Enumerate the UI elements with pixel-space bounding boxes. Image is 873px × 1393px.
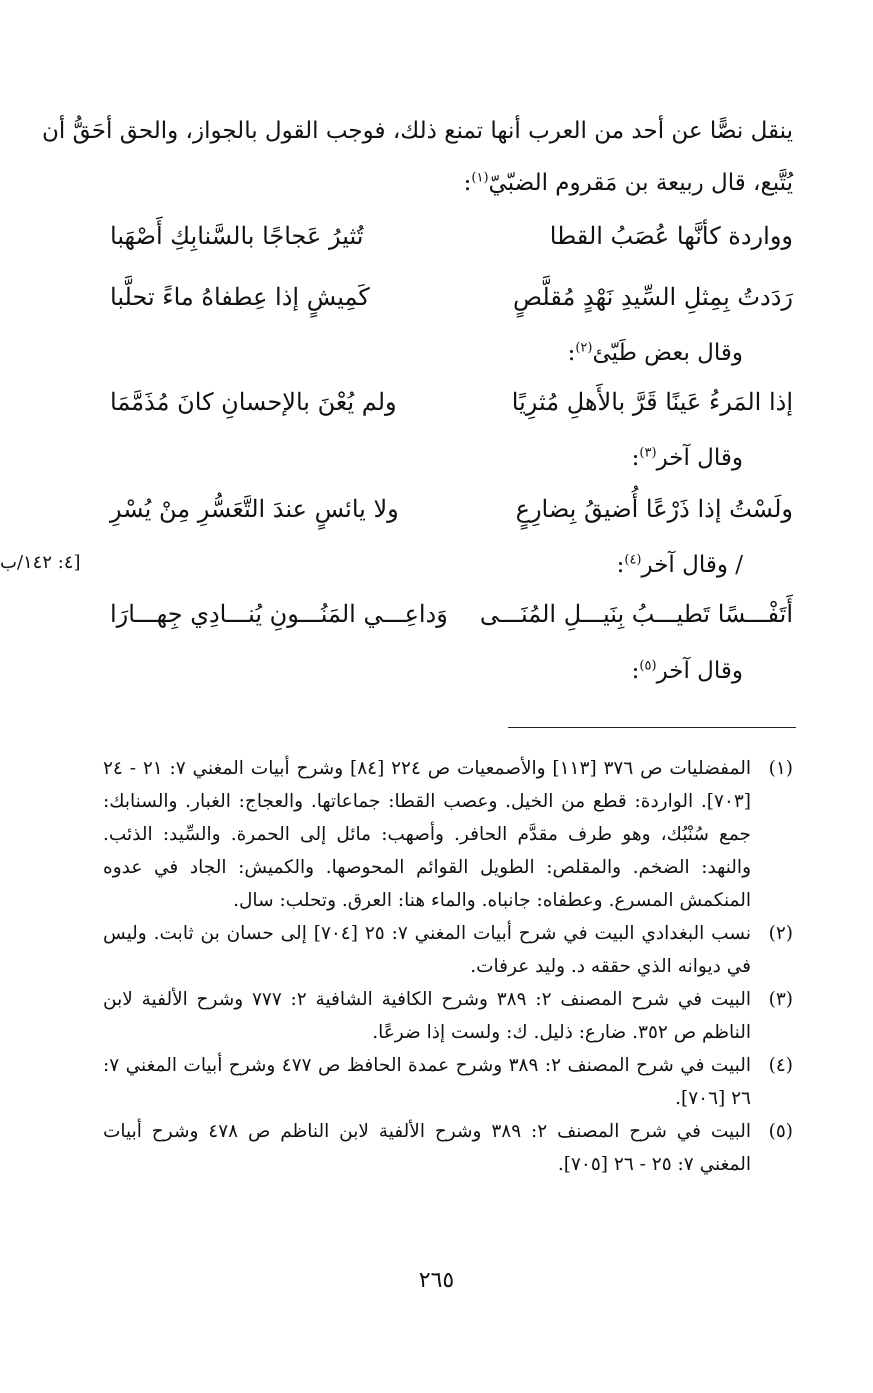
prose-line-2-text: يُتَّبع، قال ربيعة بن مَقروم الضبّيّ: [488, 170, 793, 196]
footnote-text: نسب البغدادي البيت في شرح أبيات المغني ٧: ٢٥ [٧٠٤] إلى حسان بن ثابت. وليس في ديوانه الذي حققه د. وليد عرفات.: [103, 923, 751, 977]
footnote-separator: [508, 727, 796, 728]
verse-2-first-hemistich: رَدَدتُ بِمِثلِ السِّيدِ نَهْدٍ مُقلَّصٍ: [513, 283, 793, 311]
verse-3-second-hemistich: ولم يُعْنَ بالإحسانِ كانَ مُذَمَّمَا: [110, 388, 397, 416]
footnote-number: (٤): [768, 1055, 793, 1076]
footnote-number: (٥): [768, 1121, 793, 1142]
footnote-5: [103, 1115, 793, 1181]
intro-3-colon: :: [616, 552, 625, 578]
intro-1-text: وقال بعض طَيّئ: [592, 340, 743, 366]
footnote-4: [103, 1049, 793, 1115]
verse-1: [110, 222, 793, 258]
intro-4-colon: :: [631, 658, 640, 684]
footnote-text: البيت في شرح المصنف ٢: ٣٨٩ وشرح عمدة الحافظ ص ٤٧٧ وشرح أبيات المغني ٧: ٢٦ [٧٠٦].: [103, 1055, 751, 1109]
intro-line-4: [632, 658, 743, 684]
verse-5-second-hemistich: وَداعِـــي المَنُـــونِ يُنـــادِي جِهـــارَا: [110, 600, 448, 628]
verse-2: [110, 283, 793, 319]
footnote-number: (٢): [768, 923, 793, 944]
verse-1-first-hemistich: وواردة كأنَّها عُصَبُ القطا: [549, 222, 793, 250]
page-number: ٢٦٥: [418, 1268, 455, 1293]
footnote-text: المفضليات ص ٣٧٦ [١١٣] والأصمعيات ص ٢٢٤ [٨٤] وشرح أبيات المغني ٧: ٢١ - ٢٤ [٧٠٣]. الواردة: قطع من الخيل. وعصب القطا: جماعاتها. والعجاج: الغبار. والسنابك: جمع سُنْبُك، وهو طرف مقدَّم الحافر. وأصهب: مائل إلى الحمرة. والسِّيد: الذئب. والنهد: الضخم. والمقلص: الطويل القوائم المحوصها. والكميش: الجاد في عدوه المنكمش المسرع. وعطفاه: جانباه. والماء هنا: العرق. وتحلب: سال.: [103, 758, 751, 911]
verse-5-first-hemistich: أَتَفْـــسًا تَطيـــبُ بِنَيـــلِ المُنَـــى: [479, 600, 793, 628]
footnotes: [103, 752, 793, 1181]
verse-1-second-hemistich: تُثيرُ عَجاجًا بالسَّنابِكِ أَصْهَبا: [110, 222, 364, 250]
verse-2-second-hemistich: كَمِيشٍ إذا عِطفاهُ ماءً تحلَّبا: [110, 283, 370, 311]
footnote-ref-1: (١): [471, 170, 489, 186]
footnote-text: البيت في شرح المصنف ٢: ٣٨٩ وشرح الكافية الشافية ٢: ٧٧٧ وشرح الألفية لابن الناظم ص ٣٥٢. ضارع: ذليل. ك: ولست إذا ضرعًا.: [103, 989, 751, 1043]
footnote-number: (٣): [768, 989, 793, 1010]
intro-2-colon: :: [631, 445, 640, 471]
intro-1-colon: :: [567, 340, 576, 366]
verse-3: [110, 388, 793, 424]
verse-5: [110, 600, 793, 636]
prose-line-2: [464, 170, 793, 198]
footnote-ref-5: (٥): [639, 658, 657, 674]
verse-3-first-hemistich: إذا المَرءُ عَينًا قَرَّ بالأَهلِ مُثرِيًا: [511, 388, 793, 416]
prose-line-1: ينقل نصًّا عن أحد من العرب أنها تمنع ذلك، فوجب القول بالجواز، والحق أحَقُّ أن: [42, 118, 793, 144]
footnote-2: [103, 917, 793, 983]
footnote-ref-2: (٢): [575, 340, 593, 356]
footnote-number: (١): [768, 758, 793, 779]
verse-4: [110, 495, 793, 531]
footnote-3: [103, 983, 793, 1049]
margin-manuscript-note: [٤: ١٤٢/ب: [0, 552, 81, 573]
intro-4-text: وقال آخر: [656, 658, 743, 684]
footnote-ref-4: (٤): [624, 552, 642, 568]
verse-4-first-hemistich: ولَسْتُ إذا ذَرْعًا أُضيقُ بِضارِعٍ: [515, 495, 793, 523]
intro-3-text: / وقال آخر: [641, 552, 743, 578]
intro-line-3: [617, 552, 743, 578]
footnote-text: البيت في شرح المصنف ٢: ٣٨٩ وشرح الألفية لابن الناظم ص ٤٧٨ وشرح أبيات المغني ٧: ٢٥ - ٢٦ [٧٠٥].: [103, 1121, 751, 1175]
intro-line-1: [568, 340, 743, 366]
footnote-ref-3: (٣): [639, 445, 657, 461]
footnote-1: [103, 752, 793, 917]
intro-line-2: [632, 445, 743, 471]
intro-2-text: وقال آخر: [656, 445, 743, 471]
prose-line-2-colon: :: [463, 170, 472, 196]
verse-4-second-hemistich: ولا يائسٍ عندَ التَّعَسُّرِ مِنْ يُسْرِ: [110, 495, 399, 523]
